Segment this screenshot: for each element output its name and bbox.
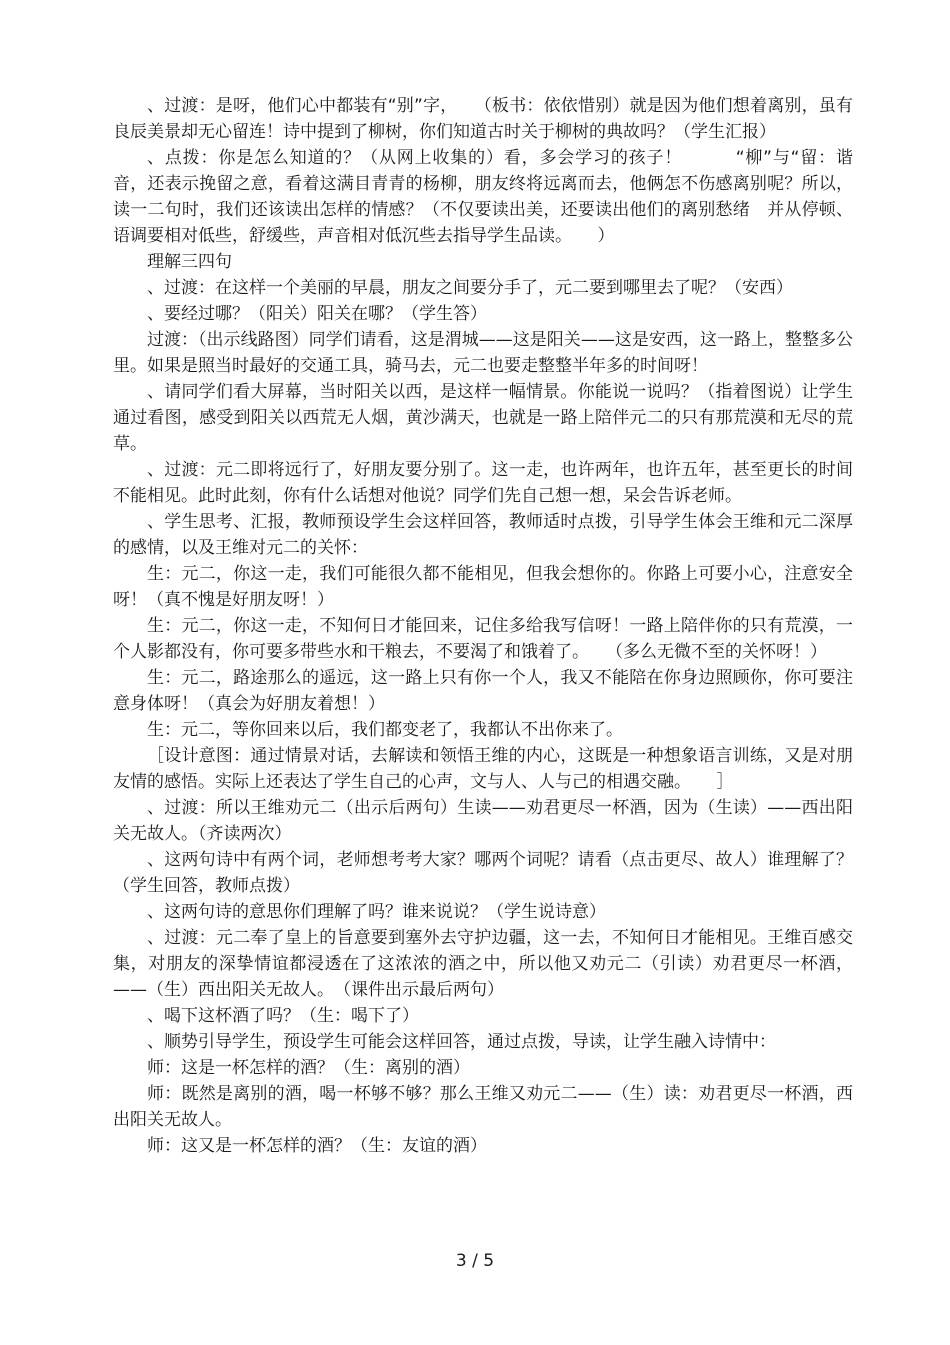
teacher-dialogue: 师：这又是一杯怎样的酒？（生：友谊的酒）: [147, 1136, 487, 1156]
paragraph: 、要经过哪？（阳关）阳关在哪？（学生答）: [147, 304, 487, 324]
student-answer: 生：元二，路途那么的遥远，这一路上只有你一个人，我又不能陪在你身边照顾你，你可要注意身体呀！（真会为好朋友着想！）: [113, 668, 853, 714]
student-answer: 生：元二，等你回来以后，我们都变老了，我都认不出你来了。: [147, 720, 623, 740]
design-intent-note: ［设计意图：通过情景对话，去解读和领悟王维的内心，这既是一种想象语言训练，又是对朋友情的感悟。实际上还表达了学生自己的心声，文与人、人与己的相遇交融。 ］: [113, 746, 853, 792]
teacher-dialogue: 师：这是一杯怎样的酒？（生：离别的酒）: [147, 1058, 470, 1078]
paragraph: 、请同学们看大屏幕，当时阳关以西，是这样一幅情景。你能说一说吗？（指着图说）让学生通过看图，感受到阳关以西荒无人烟，黄沙满天，也就是一路上陪伴元二的只有那荒漠和无尽的荒草。: [113, 382, 853, 454]
section-heading: 理解三四句: [147, 252, 232, 272]
student-answer: 生：元二，你这一走，我们可能很久都不能相见，但我会想你的。你路上可要小心，注意安全呀！（真不愧是好朋友呀！）: [113, 564, 853, 610]
paragraph: 、这两句诗中有两个词，老师想考考大家？哪两个词呢？请看（点击更尽、故人）谁理解了？（学生回答，教师点拨）: [113, 850, 853, 896]
student-answer: 生：元二，你这一走，不知何日才能回来，记住多给我写信呀！一路上陪伴你的只有荒漠，一个人影都没有，你可要多带些水和干粮去，不要渴了和饿着了。 （多么无微不至的关怀呀！）: [113, 616, 853, 662]
teacher-dialogue: 师：既然是离别的酒，喝一杯够不够？那么王维又劝元二——（生）读：劝君更尽一杯酒，西出阳关无故人。: [113, 1084, 853, 1130]
paragraph: 、过渡：元二即将远行了，好朋友要分别了。这一走，也许两年，也许五年，甚至更长的时间不能相见。此时此刻，你有什么话想对他说？同学们先自己想一想，呆会告诉老师。: [113, 460, 853, 506]
paragraph: 、过渡：在这样一个美丽的早晨，朋友之间要分手了，元二要到哪里去了呢？（安西）: [147, 278, 793, 298]
paragraph: 、点拨：你是怎么知道的？（从网上收集的）看，多会学习的孩子！ “柳”与“留：谐音，还表示挽留之意，看着这满目青青的杨柳，朋友终将远离而去，他俩怎不伤感离别呢？所以，读一二句时，我们还该读出怎样的情感？（不仅要读出美，还要读出他们的离别愁绪 并从停顿、语调要相对低些，舒缓些，声音相对低沉些去指导学生品读。 ）: [113, 148, 853, 246]
paragraph: 过渡：（出示线路图）同学们请看，这是渭城——这是阳关——这是安西，这一路上，整整多公里。如果是照当时最好的交通工具，骑马去，元二也要走整整半年多的时间呀！: [113, 330, 853, 376]
paragraph: 、过渡：元二奉了皇上的旨意要到塞外去守护边疆，这一去，不知何日才能相见。王维百感交集，对朋友的深挚情谊都浸透在了这浓浓的酒之中，所以他又劝元二（引读）劝君更尽一杯酒，——（生）西出阳关无故人。 （课件出示最后两句）: [113, 928, 853, 1000]
paragraph: 、学生思考、汇报，教师预设学生会这样回答，教师适时点拨，引导学生体会王维和元二深厚的感情，以及王维对元二的关怀：: [113, 512, 853, 558]
document-body: [113, 93, 853, 1159]
paragraph: 、这两句诗的意思你们理解了吗？谁来说说？（学生说诗意）: [147, 902, 606, 922]
paragraph: 、顺势引导学生，预设学生可能会这样回答，通过点拨，导读，让学生融入诗情中：: [147, 1032, 776, 1052]
page-number: 3 / 5: [455, 1251, 495, 1271]
paragraph: 、喝下这杯酒了吗？（生：喝下了）: [147, 1006, 419, 1026]
paragraph: 、过渡：是呀，他们心中都装有“别”字， （板书：依依惜别）就是因为他们想着离别，虽有良辰美景却无心留连！诗中提到了柳树，你们知道古时关于柳树的典故吗？（学生汇报）: [113, 96, 853, 142]
paragraph: 、过渡：所以王维劝元二（出示后两句）生读——劝君更尽一杯酒，因为（生读）——西出阳关无故人。（齐读两次）: [113, 798, 853, 844]
